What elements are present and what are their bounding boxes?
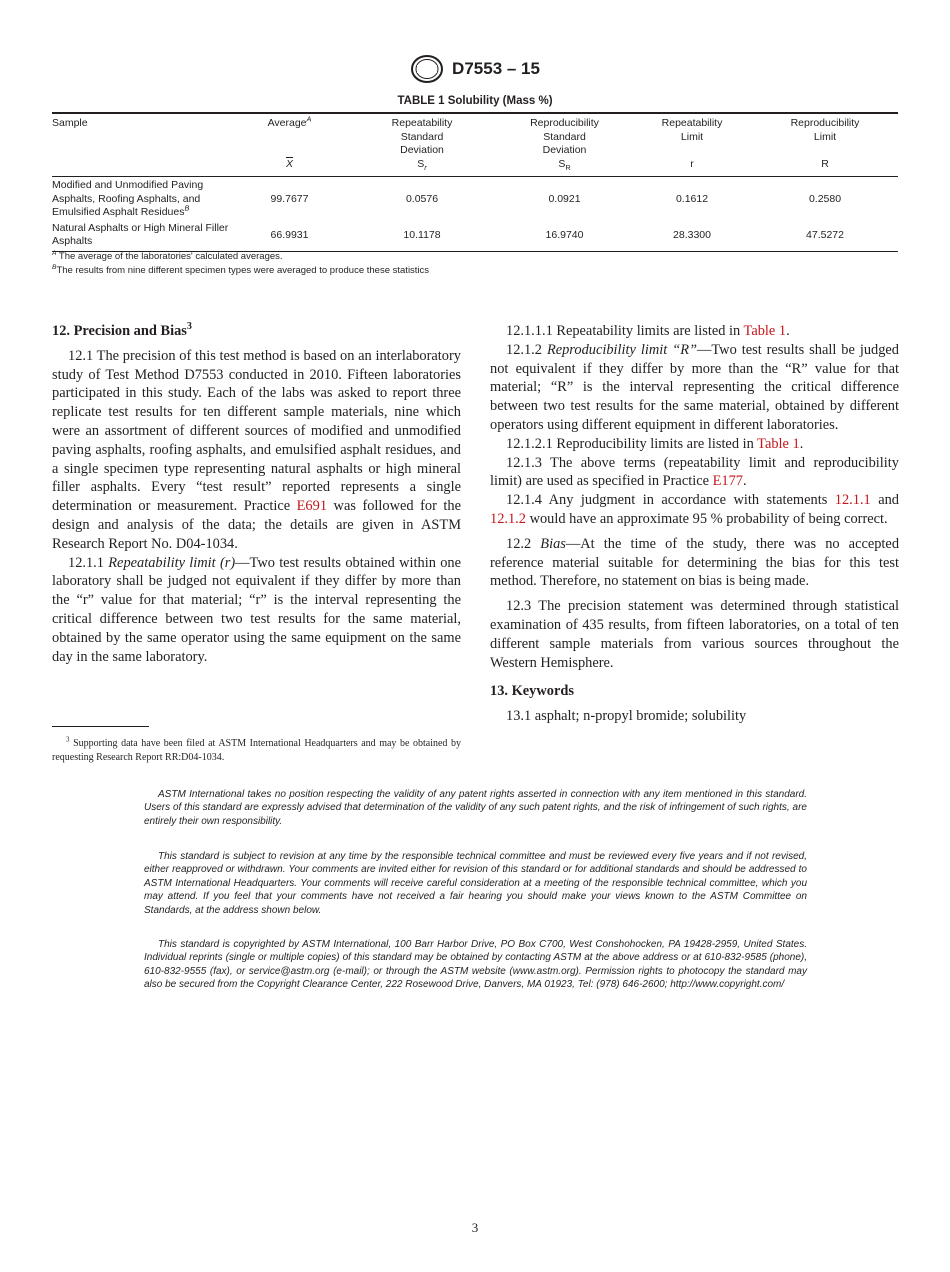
section-13-heading: 13. Keywords xyxy=(490,683,574,700)
symbol-sR: $S_R$ xyxy=(497,158,632,177)
patent-notice: ASTM International takes no position respecting the validity of any patent rights asserted in connection with any item mentioned in this standard. Users of this standard are expressly advised that determination of the validity of any such patent rights, and the risk of infringement of such rights, are entirely their own responsibility. xyxy=(144,789,807,827)
table-note-b: $^B$The results from nine different specimen types were averaged to produce these statistics xyxy=(52,263,430,276)
symbol-r: r xyxy=(632,158,752,177)
column-header-repeatability-limit: Repeatability Limit xyxy=(661,117,723,143)
paragraph-12-1-2: 12.1.2 Reproducibility limit “R”—Two test results shall be judged not equivalent if they differ by more than the “R” value for that material; “R” is the interval representing the critical difference between two test results for the same material, obtained by different operators using different equipment in different laboratories. xyxy=(490,341,899,433)
cell-r: 28.3300 xyxy=(632,222,752,252)
cell-R: 47.5272 xyxy=(752,222,898,252)
cell-sR: 16.9740 xyxy=(497,222,632,252)
astm-logo xyxy=(410,54,444,84)
cell-average: 99.7677 xyxy=(270,192,309,205)
cell-average: 66.9931 xyxy=(232,222,347,252)
cell-sample: Modified and Unmodified Paving Asphalts, Roofing Asphalts, and Emulsified Asphalt Residues$^B$ xyxy=(52,179,204,219)
right-column xyxy=(490,322,899,726)
link-e691[interactable]: E691 xyxy=(296,498,328,515)
section-12-heading: 12. Precision and Bias$^3$ xyxy=(52,321,192,339)
column-header-average: Average$^A$ xyxy=(267,114,312,129)
copyright-notice: This standard is copyrighted by ASTM International, 100 Barr Harbor Drive, PO Box C700, West Conshohocken, PA 19428-2959, United States. Individual reprints (single or multiple copies) of this standard may be obtained by contacting ASTM at the above address or at 610-832-9585 (phone), 610-832-9555 (fax), or service@astm.org (e-mail); or through the ASTM website (www.astm.org). Permission rights to photocopy the standard may also be secured from the Copyright Clearance Center, 222 Rosewood Drive, Danvers, MA 01923, Tel: (978) 646-2600; http://www.copyright.com/ xyxy=(144,939,807,991)
cell-r: 0.1612 xyxy=(675,192,709,205)
column-header-reproducibility-sd: Reproducibility Standard Deviation xyxy=(530,117,599,156)
symbol-sample xyxy=(52,158,232,177)
table-note-a: $^A$ The average of the laboratories' calculated averages. xyxy=(52,249,283,262)
symbol-R: R xyxy=(752,158,898,177)
solubility-table xyxy=(52,113,898,252)
table-row xyxy=(52,222,898,252)
link-12-1-1[interactable]: 12.1.1 xyxy=(834,492,871,509)
standard-designation: D7553 – 15 xyxy=(452,59,540,78)
cell-R: 0.2580 xyxy=(808,192,842,205)
column-header-sample: Sample xyxy=(52,117,88,129)
paragraph-12-1: 12.1 The precision of this test method is based on an interlaboratory study of Test Method D7553 conducted in 2010. Fifteen laboratories participated in this study. Each of the labs was asked to report three replicate test results for ten different sample materials, nine which were an assortment of different sources of modified and unmodified paving asphalts, roofing asphalts, and emulsified asphalt residues, and a single specimen type representing natural asphalts or high mineral filler asphalts. Every “test result” reported represents a single determination or measurement. Practice E691 was followed for the design and analysis of the data; the details are given in ASTM Research Report No. D04-1034. xyxy=(52,347,461,552)
revision-notice: This standard is subject to revision at any time by the responsible technical committee and must be reviewed every five years and if not revised, either reapproved or withdrawn. Your comments are invited either for revision of this standard or for additional standards and should be addressed to ASTM International Headquarters. Your comments will receive careful consideration at a meeting of the responsible technical committee, which you may attend. If you feel that your comments have not received a fair hearing you should make your views known to the ASTM Committee on Standards, at the address shown below. xyxy=(144,851,807,916)
paragraph-12-1-1: 12.1.1 Repeatability limit (r)—Two test results obtained within one laboratory shall be judged not equivalent if they differ by more than the “r” value for that material; “r” is the interval representing the critical difference between two test results for the same material, obtained by the same operator using the same equipment on the same day in the same laboratory. xyxy=(52,554,461,665)
paragraph-12-1-3: 12.1.3 The above terms (repeatability limit and reproducibility limit) are used as specified in Practice E177. xyxy=(490,454,899,490)
paragraph-12-3: 12.3 The precision statement was determined through statistical examination of 435 results, from fifteen laboratories, on a total of ten different sample materials from various sources throughout the Western Hemisphere. xyxy=(490,598,899,671)
paragraph-13-1: 13.1 asphalt; n-propyl bromide; solubility xyxy=(506,708,747,725)
left-column xyxy=(52,322,461,666)
page-number: 3 xyxy=(471,1220,479,1235)
paragraph-12-2: 12.2 Bias—At the time of the study, there was no accepted reference material suitable for determining the bias for this test method. Therefore, no statement on bias is being made. xyxy=(490,535,900,590)
link-table-1[interactable]: Table 1 xyxy=(743,323,787,339)
cell-sample: Natural Asphalts or High Mineral Filler Asphalts xyxy=(52,222,232,252)
link-12-1-2[interactable]: 12.1.2 xyxy=(490,510,526,527)
paragraph-12-1-1-1: 12.1.1.1 Repeatability limits are listed in Table 1. xyxy=(506,323,790,339)
cell-sr: 0.0576 xyxy=(405,192,439,205)
column-header-reproducibility-limit: Reproducibility Limit xyxy=(790,117,860,143)
cell-sr: 10.1178 xyxy=(347,222,497,252)
link-table-1[interactable]: Table 1 xyxy=(757,435,800,452)
footnote-3: $^3$ Supporting data have been filed at ASTM International Headquarters and may be obtained by requesting Research Report RR:D04-1034. xyxy=(52,735,461,763)
footnote-rule xyxy=(52,726,149,727)
table-row xyxy=(52,177,898,222)
link-e177[interactable]: E177 xyxy=(712,473,743,490)
table-title: TABLE 1 Solubility (Mass %) xyxy=(397,95,553,107)
symbol-average: $\overline{X}$ xyxy=(232,158,347,177)
cell-sR: 0.0921 xyxy=(548,192,581,205)
symbol-sr: $S_r$ xyxy=(347,158,497,177)
document-header xyxy=(0,52,950,86)
paragraph-12-1-2-1: 12.1.2.1 Reproducibility limits are listed in Table 1. xyxy=(506,435,804,452)
column-header-repeatability-sd: Repeatability Standard Deviation xyxy=(391,117,453,156)
paragraph-12-1-4: 12.1.4 Any judgment in accordance with statements 12.1.1 and 12.1.2 would have an approximate 95 % probability of being correct. xyxy=(490,492,899,527)
